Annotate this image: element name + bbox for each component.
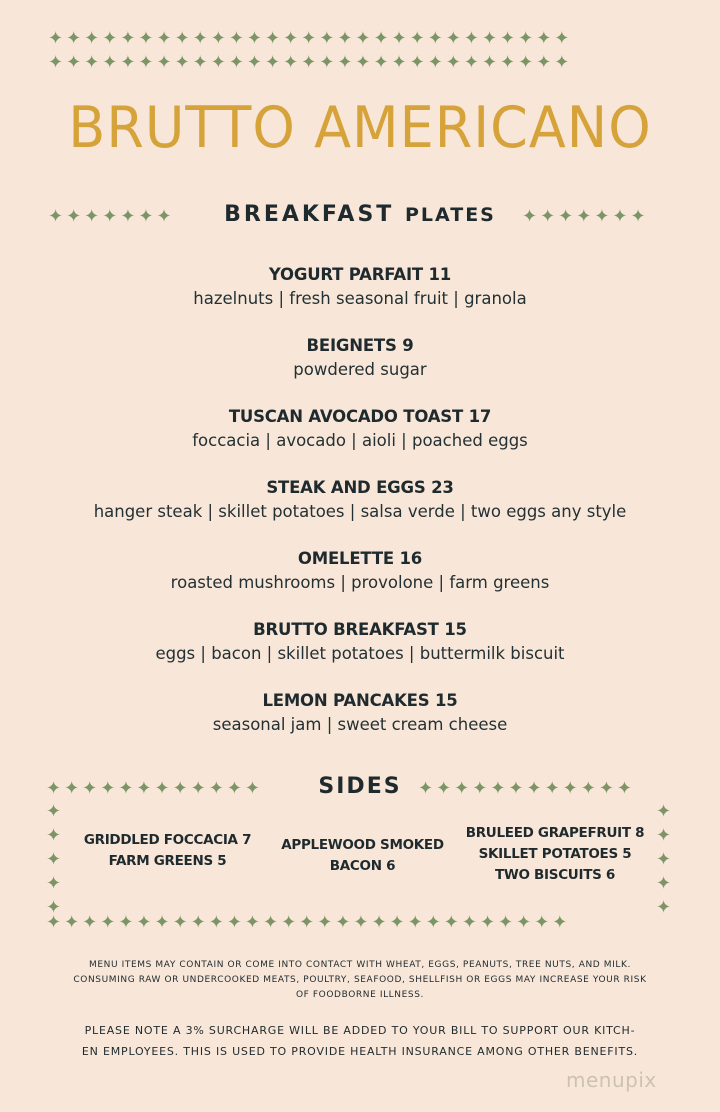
sides-column-3: [465, 823, 645, 886]
menu-item-description: foccacia | avocado | aioli | poached eggs: [192, 431, 528, 450]
menu-item: [0, 335, 720, 406]
menu-item: [0, 690, 720, 761]
sides-heading: SIDES: [318, 774, 402, 799]
breakfast-left-stars: ✦✦✦✦✦✦✦: [48, 206, 175, 227]
breakfast-heading-main: BREAKFAST: [224, 202, 395, 227]
side-item: APPLEWOOD SMOKED: [281, 837, 444, 853]
menu-item-description: eggs | bacon | skillet potatoes | buttermilk biscuit: [155, 644, 565, 663]
surcharge-line: EN EMPLOYEES. THIS IS USED TO PROVIDE HEALTH INSURANCE AMONG OTHER BENEFITS.: [81, 1045, 639, 1058]
menu-item-description: hazelnuts | fresh seasonal fruit | granola: [193, 289, 527, 308]
menu-item-name: TUSCAN AVOCADO TOAST 17: [228, 407, 492, 426]
allergen-line: MENU ITEMS MAY CONTAIN OR COME INTO CONTACT WITH WHEAT, EGGS, PEANUTS, TREE NUTS, AND MILK.: [89, 960, 631, 970]
menu-item-description: roasted mushrooms | provolone | farm greens: [170, 573, 550, 592]
menu-item: [0, 477, 720, 548]
side-item: SKILLET POTATOES 5: [478, 846, 632, 862]
sides-top-right-stars: ✦✦✦✦✦✦✦✦✦✦✦✦: [418, 778, 635, 799]
sides-left-star-column: ✦ ✦ ✦ ✦ ✦: [46, 801, 65, 918]
menu-item: [0, 548, 720, 619]
menu-item: [0, 406, 720, 477]
side-item: TWO BISCUITS 6: [494, 867, 616, 883]
menu-item-description: powdered sugar: [293, 360, 427, 379]
top-star-border-row-1: ✦✦✦✦✦✦✦✦✦✦✦✦✦✦✦✦✦✦✦✦✦✦✦✦✦✦✦✦✦: [48, 28, 573, 49]
menu-item-name: STEAK AND EGGS 23: [266, 478, 454, 497]
surcharge-notice: [70, 1020, 650, 1062]
sides-column-1: [80, 830, 255, 872]
allergen-disclaimer: [60, 958, 660, 1003]
restaurant-title: BRUTTO AMERICANO: [68, 94, 652, 161]
menu-item-description: seasonal jam | sweet cream cheese: [212, 715, 508, 734]
sides-column-2: [280, 835, 445, 877]
menu-item: [0, 264, 720, 335]
sides-top-left-stars: ✦✦✦✦✦✦✦✦✦✦✦✦: [46, 778, 263, 799]
breakfast-menu-list: [0, 264, 720, 761]
allergen-line: CONSUMING RAW OR UNDERCOOKED MEATS, POULTRY, SEAFOOD, SHELLFISH OR EGGS MAY INCREASE YOUR RISK: [73, 975, 647, 985]
side-item: GRIDDLED FOCCACIA 7: [83, 832, 252, 848]
sides-bottom-stars: ✦✦✦✦✦✦✦✦✦✦✦✦✦✦✦✦✦✦✦✦✦✦✦✦✦✦✦✦✦: [46, 912, 571, 933]
menu-item: [0, 619, 720, 690]
menu-item-description: hanger steak | skillet potatoes | salsa verde | two eggs any style: [93, 502, 627, 521]
side-item: BACON 6: [329, 858, 396, 874]
menu-item-name: OMELETTE 16: [297, 549, 423, 568]
side-item: FARM GREENS 5: [108, 853, 227, 869]
menu-item-name: YOGURT PARFAIT 11: [268, 265, 452, 284]
menu-item-name: BEIGNETS 9: [306, 336, 414, 355]
breakfast-heading-sub: PLATES: [404, 204, 496, 226]
allergen-line: OF FOODBORNE ILLNESS.: [295, 990, 425, 1000]
breakfast-right-stars: ✦✦✦✦✦✦✦: [522, 206, 649, 227]
menu-item-name: LEMON PANCAKES 15: [262, 691, 458, 710]
watermark-logo: menupix: [566, 1068, 657, 1092]
side-item: BRULEED GRAPEFRUIT 8: [465, 825, 645, 841]
top-star-border-row-2: ✦✦✦✦✦✦✦✦✦✦✦✦✦✦✦✦✦✦✦✦✦✦✦✦✦✦✦✦✦: [48, 52, 573, 73]
surcharge-line: PLEASE NOTE A 3% SURCHARGE WILL BE ADDED TO YOUR BILL TO SUPPORT OUR KITCH-: [84, 1024, 636, 1037]
menu-item-name: BRUTTO BREAKFAST 15: [253, 620, 467, 639]
sides-right-star-column: ✦ ✦ ✦ ✦ ✦: [656, 801, 675, 918]
